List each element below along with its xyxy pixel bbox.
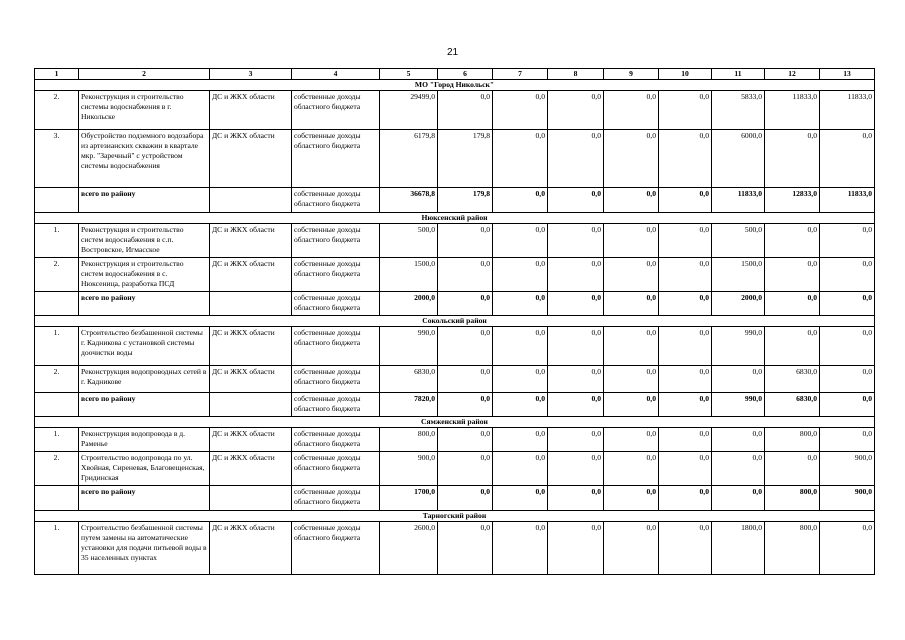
- total-row-number: [35, 393, 79, 417]
- funding-source: собственные доходы областного бюджета: [292, 130, 380, 188]
- total-value-cell: 0,0: [493, 292, 548, 316]
- value-cell: 1800,0: [712, 522, 765, 575]
- table-row: [35, 522, 875, 575]
- total-funding-source: собственные доходы областного бюджета: [292, 486, 380, 511]
- column-number-cell: 11: [712, 69, 765, 80]
- total-value-cell: 7820,0: [380, 393, 438, 417]
- value-cell: 500,0: [380, 224, 438, 258]
- executor: ДС и ЖКХ области: [210, 327, 292, 366]
- column-number-cell: 7: [493, 69, 548, 80]
- total-funding-source: собственные доходы областного бюджета: [292, 188, 380, 213]
- value-cell: 0,0: [438, 452, 493, 486]
- total-value-cell: 12833,0: [765, 188, 820, 213]
- value-cell: 0,0: [820, 327, 875, 366]
- total-value-cell: 0,0: [712, 486, 765, 511]
- value-cell: 0,0: [548, 327, 604, 366]
- total-row-number: [35, 292, 79, 316]
- total-label: всего по району: [79, 292, 210, 316]
- section-title: Сямженский район: [35, 417, 875, 428]
- value-cell: 800,0: [380, 428, 438, 452]
- value-cell: 0,0: [659, 130, 712, 188]
- value-cell: 11833,0: [765, 91, 820, 130]
- value-cell: 0,0: [712, 428, 765, 452]
- executor: ДС и ЖКХ области: [210, 258, 292, 292]
- column-number-cell: 12: [765, 69, 820, 80]
- value-cell: 0,0: [820, 522, 875, 575]
- value-cell: 29499,0: [380, 91, 438, 130]
- value-cell: 0,0: [438, 327, 493, 366]
- total-row: [35, 188, 875, 213]
- value-cell: 990,0: [712, 327, 765, 366]
- total-value-cell: 6830,0: [765, 393, 820, 417]
- total-row-number: [35, 188, 79, 213]
- value-cell: 0,0: [820, 428, 875, 452]
- column-number-cell: 8: [548, 69, 604, 80]
- value-cell: 0,0: [493, 327, 548, 366]
- row-number: 1.: [35, 327, 79, 366]
- table-row: [35, 224, 875, 258]
- value-cell: 11833,0: [820, 91, 875, 130]
- total-value-cell: 0,0: [438, 393, 493, 417]
- column-number-row: [35, 69, 875, 80]
- funding-source: собственные доходы областного бюджета: [292, 327, 380, 366]
- value-cell: 0,0: [493, 366, 548, 393]
- section-title: МО "Город Никольск": [35, 80, 875, 91]
- value-cell: 0,0: [820, 224, 875, 258]
- column-number-cell: 2: [79, 69, 210, 80]
- total-value-cell: 0,0: [493, 486, 548, 511]
- section-header-row: [35, 417, 875, 428]
- total-value-cell: 0,0: [548, 486, 604, 511]
- total-value-cell: 0,0: [659, 486, 712, 511]
- value-cell: 0,0: [604, 327, 659, 366]
- executor: ДС и ЖКХ области: [210, 224, 292, 258]
- row-number: 1.: [35, 224, 79, 258]
- total-funding-source: собственные доходы областного бюджета: [292, 393, 380, 417]
- value-cell: 0,0: [604, 258, 659, 292]
- total-value-cell: 11833,0: [820, 188, 875, 213]
- section-title: Сокольский район: [35, 316, 875, 327]
- value-cell: 900,0: [380, 452, 438, 486]
- value-cell: 0,0: [438, 258, 493, 292]
- value-cell: 0,0: [659, 224, 712, 258]
- executor: ДС и ЖКХ области: [210, 366, 292, 393]
- row-number: 2.: [35, 258, 79, 292]
- value-cell: 0,0: [820, 366, 875, 393]
- total-value-cell: 0,0: [765, 292, 820, 316]
- value-cell: 0,0: [659, 91, 712, 130]
- total-funding-source: собственные доходы областного бюджета: [292, 292, 380, 316]
- row-number: 2.: [35, 452, 79, 486]
- row-number: 1.: [35, 428, 79, 452]
- value-cell: 0,0: [659, 522, 712, 575]
- funding-source: собственные доходы областного бюджета: [292, 428, 380, 452]
- column-number-cell: 4: [292, 69, 380, 80]
- value-cell: 0,0: [765, 327, 820, 366]
- total-value-cell: 0,0: [820, 393, 875, 417]
- section-header-row: [35, 80, 875, 91]
- measure-name: Обустройство подземного водозабора из артезианских скважин в квартале мкр. "Заречный" с устройством системы водоснабжения: [79, 130, 210, 188]
- value-cell: 0,0: [765, 130, 820, 188]
- value-cell: 0,0: [712, 452, 765, 486]
- total-value-cell: 11833,0: [712, 188, 765, 213]
- value-cell: 900,0: [820, 452, 875, 486]
- value-cell: 0,0: [493, 130, 548, 188]
- table-row: [35, 452, 875, 486]
- total-value-cell: 179,8: [438, 188, 493, 213]
- section-header-row: [35, 213, 875, 224]
- value-cell: 0,0: [820, 130, 875, 188]
- value-cell: 0,0: [493, 224, 548, 258]
- total-value-cell: 36678,8: [380, 188, 438, 213]
- value-cell: 5833,0: [712, 91, 765, 130]
- section-header-row: [35, 511, 875, 522]
- total-value-cell: 0,0: [548, 188, 604, 213]
- value-cell: 0,0: [493, 452, 548, 486]
- value-cell: 6830,0: [380, 366, 438, 393]
- total-value-cell: 0,0: [604, 188, 659, 213]
- column-number-cell: 1: [35, 69, 79, 80]
- value-cell: 0,0: [548, 258, 604, 292]
- value-cell: 0,0: [765, 224, 820, 258]
- value-cell: 0,0: [438, 522, 493, 575]
- section-title: Нюксенский район: [35, 213, 875, 224]
- row-number: 2.: [35, 91, 79, 130]
- total-value-cell: 0,0: [438, 486, 493, 511]
- value-cell: 0,0: [604, 130, 659, 188]
- total-value-cell: 0,0: [604, 486, 659, 511]
- page-number: 21: [446, 47, 459, 58]
- measure-name: Реконструкция и строительство систем водоснабжения в с.п. Востровское, Игмасское: [79, 224, 210, 258]
- value-cell: 0,0: [548, 522, 604, 575]
- value-cell: 0,0: [604, 91, 659, 130]
- measure-name: Строительство водопровода по ул. Хвойная, Сиреневая, Благовещенская, Гридинская: [79, 452, 210, 486]
- total-value-cell: 900,0: [820, 486, 875, 511]
- value-cell: 0,0: [659, 366, 712, 393]
- section-header-row: [35, 316, 875, 327]
- program-table: [34, 68, 875, 575]
- total-value-cell: 0,0: [820, 292, 875, 316]
- total-value-cell: 0,0: [659, 292, 712, 316]
- total-value-cell: 0,0: [493, 393, 548, 417]
- value-cell: 6830,0: [765, 366, 820, 393]
- total-executor: [210, 188, 292, 213]
- value-cell: 0,0: [659, 327, 712, 366]
- funding-source: собственные доходы областного бюджета: [292, 366, 380, 393]
- value-cell: 0,0: [548, 452, 604, 486]
- value-cell: 0,0: [659, 258, 712, 292]
- value-cell: 0,0: [548, 366, 604, 393]
- value-cell: 0,0: [438, 428, 493, 452]
- total-executor: [210, 486, 292, 511]
- value-cell: 0,0: [659, 428, 712, 452]
- table-row: [35, 327, 875, 366]
- total-value-cell: 2000,0: [380, 292, 438, 316]
- table-body: [35, 69, 875, 575]
- value-cell: 6179,8: [380, 130, 438, 188]
- column-number-cell: 5: [380, 69, 438, 80]
- value-cell: 0,0: [659, 452, 712, 486]
- value-cell: 1500,0: [712, 258, 765, 292]
- value-cell: 0,0: [604, 428, 659, 452]
- measure-name: Реконструкция и строительство систем водоснабжения в с. Нюксеница, разработка ПСД: [79, 258, 210, 292]
- section-title: Тарногский район: [35, 511, 875, 522]
- total-row: [35, 486, 875, 511]
- total-value-cell: 0,0: [659, 188, 712, 213]
- value-cell: 800,0: [765, 428, 820, 452]
- value-cell: 1500,0: [380, 258, 438, 292]
- table-row: [35, 130, 875, 188]
- column-number-cell: 13: [820, 69, 875, 80]
- total-value-cell: 800,0: [765, 486, 820, 511]
- value-cell: 2600,0: [380, 522, 438, 575]
- total-row-number: [35, 486, 79, 511]
- executor: ДС и ЖКХ области: [210, 522, 292, 575]
- value-cell: 0,0: [548, 91, 604, 130]
- total-label: всего по району: [79, 188, 210, 213]
- value-cell: 0,0: [493, 258, 548, 292]
- table-row: [35, 91, 875, 130]
- total-value-cell: 0,0: [604, 393, 659, 417]
- funding-source: собственные доходы областного бюджета: [292, 522, 380, 575]
- value-cell: 0,0: [604, 522, 659, 575]
- funding-source: собственные доходы областного бюджета: [292, 224, 380, 258]
- value-cell: 0,0: [765, 258, 820, 292]
- value-cell: 0,0: [820, 258, 875, 292]
- total-label: всего по району: [79, 486, 210, 511]
- value-cell: 990,0: [380, 327, 438, 366]
- measure-name: Реконструкция и строительство системы водоснабжения в г. Никольске: [79, 91, 210, 130]
- value-cell: 0,0: [438, 224, 493, 258]
- measure-name: Реконструкция водопровода в д. Раменье: [79, 428, 210, 452]
- row-number: 3.: [35, 130, 79, 188]
- value-cell: 0,0: [438, 366, 493, 393]
- total-row: [35, 393, 875, 417]
- executor: ДС и ЖКХ области: [210, 428, 292, 452]
- total-value-cell: 1700,0: [380, 486, 438, 511]
- value-cell: 0,0: [604, 224, 659, 258]
- value-cell: 0,0: [493, 91, 548, 130]
- executor: ДС и ЖКХ области: [210, 91, 292, 130]
- value-cell: 0,0: [548, 428, 604, 452]
- total-value-cell: 990,0: [712, 393, 765, 417]
- column-number-cell: 3: [210, 69, 292, 80]
- total-value-cell: 2000,0: [712, 292, 765, 316]
- funding-source: собственные доходы областного бюджета: [292, 258, 380, 292]
- measure-name: Строительство безбашенной системы путем замены на автоматические установки для подачи питьевой воды в 35 населенных пунктах: [79, 522, 210, 575]
- value-cell: 0,0: [493, 522, 548, 575]
- value-cell: 0,0: [712, 366, 765, 393]
- total-label: всего по району: [79, 393, 210, 417]
- value-cell: 0,0: [548, 224, 604, 258]
- value-cell: 0,0: [493, 428, 548, 452]
- funding-source: собственные доходы областного бюджета: [292, 452, 380, 486]
- column-number-cell: 6: [438, 69, 493, 80]
- value-cell: 6000,0: [712, 130, 765, 188]
- total-value-cell: 0,0: [659, 393, 712, 417]
- measure-name: Строительство безбашенной системы г. Кадникова с установкой системы доочистки воды: [79, 327, 210, 366]
- table-row: [35, 428, 875, 452]
- funding-source: собственные доходы областного бюджета: [292, 91, 380, 130]
- value-cell: 0,0: [604, 452, 659, 486]
- table-row: [35, 258, 875, 292]
- executor: ДС и ЖКХ области: [210, 452, 292, 486]
- column-number-cell: 10: [659, 69, 712, 80]
- total-executor: [210, 393, 292, 417]
- row-number: 2.: [35, 366, 79, 393]
- total-row: [35, 292, 875, 316]
- value-cell: 0,0: [438, 91, 493, 130]
- value-cell: 0,0: [548, 130, 604, 188]
- value-cell: 179,8: [438, 130, 493, 188]
- value-cell: 500,0: [712, 224, 765, 258]
- row-number: 1.: [35, 522, 79, 575]
- measure-name: Реконструкция водопроводных сетей в г. Кадникове: [79, 366, 210, 393]
- total-executor: [210, 292, 292, 316]
- total-value-cell: 0,0: [548, 393, 604, 417]
- total-value-cell: 0,0: [493, 188, 548, 213]
- executor: ДС и ЖКХ области: [210, 130, 292, 188]
- value-cell: 800,0: [765, 522, 820, 575]
- total-value-cell: 0,0: [438, 292, 493, 316]
- table-row: [35, 366, 875, 393]
- value-cell: 0,0: [604, 366, 659, 393]
- value-cell: 0,0: [765, 452, 820, 486]
- total-value-cell: 0,0: [604, 292, 659, 316]
- column-number-cell: 9: [604, 69, 659, 80]
- total-value-cell: 0,0: [548, 292, 604, 316]
